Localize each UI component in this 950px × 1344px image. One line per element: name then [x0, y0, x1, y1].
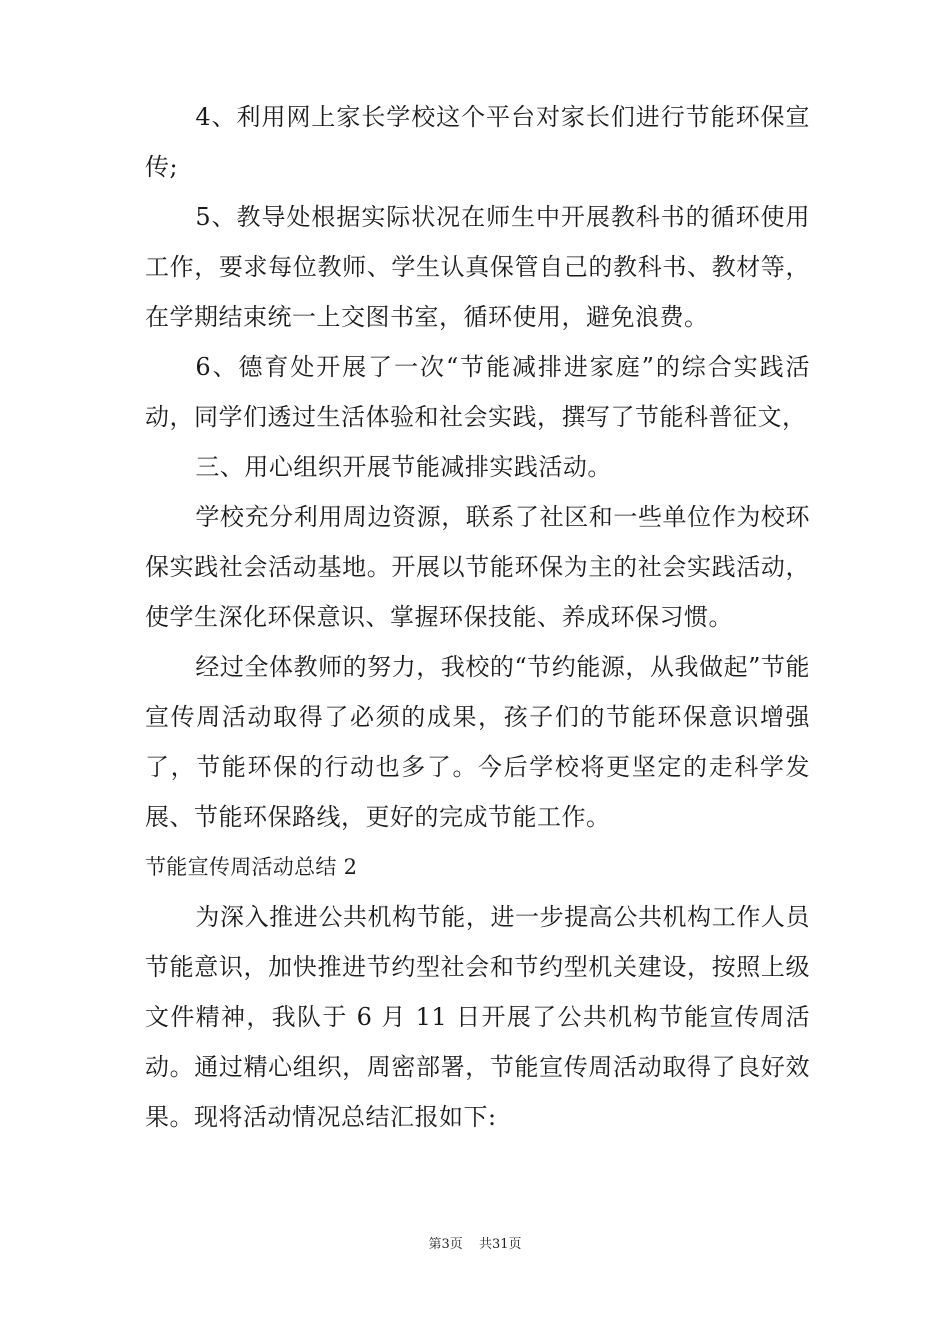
paragraph-practice-bases: 学校充分利用周边资源，联系了社区和一些单位作为校环保实践社会活动基地。开展以节能环保为主的社会实践活动，使学生深化环保意识、掌握环保技能、养成环保习惯。 [145, 503, 810, 631]
paragraph-item-6: 6、德育处开展了一次“节能减排进家庭”的综合实践活动，同学们透过生活体验和社会实践，撰写了节能科普征文， [145, 353, 810, 431]
paragraph-summary-2-intro: 为深入推进公共机构节能，进一步提高公共机构工作人员节能意识，加快推进节约型社会和节约型机关建设，按照上级文件精神，我队于 6 月 11 日开展了公共机构节能宣传周活动。通过精心组织，周密部署，节能宣传周活动取得了良好效果。现将活动情况总结汇报如下: [145, 903, 810, 1131]
page-number-current: 第3页 [428, 1237, 463, 1252]
page-footer [0, 1233, 950, 1252]
paragraph-item-4: 4、利用网上家长学校这个平台对家长们进行节能环保宣传; [145, 103, 810, 181]
section-title: 节能宣传周活动总结 2 [145, 855, 358, 879]
paragraph-item-5: 5、教导处根据实际状况在师生中开展教科书的循环使用工作，要求每位教师、学生认真保管自己的教科书、教材等，在学期结束统一上交图书室，循环使用，避免浪费。 [145, 203, 810, 331]
section-heading-three: 三、用心组织开展节能减排实践活动。 [195, 453, 612, 481]
paragraph-conclusion: 经过全体教师的努力，我校的“节约能源，从我做起”节能宣传周活动取得了必须的成果，孩子们的节能环保意识增强了，节能环保的行动也多了。今后学校将更坚定的走科学发展、节能环保路线，更好的完成节能工作。 [145, 653, 810, 831]
page-number-total: 共31页 [478, 1237, 522, 1252]
document-body [145, 92, 810, 1142]
